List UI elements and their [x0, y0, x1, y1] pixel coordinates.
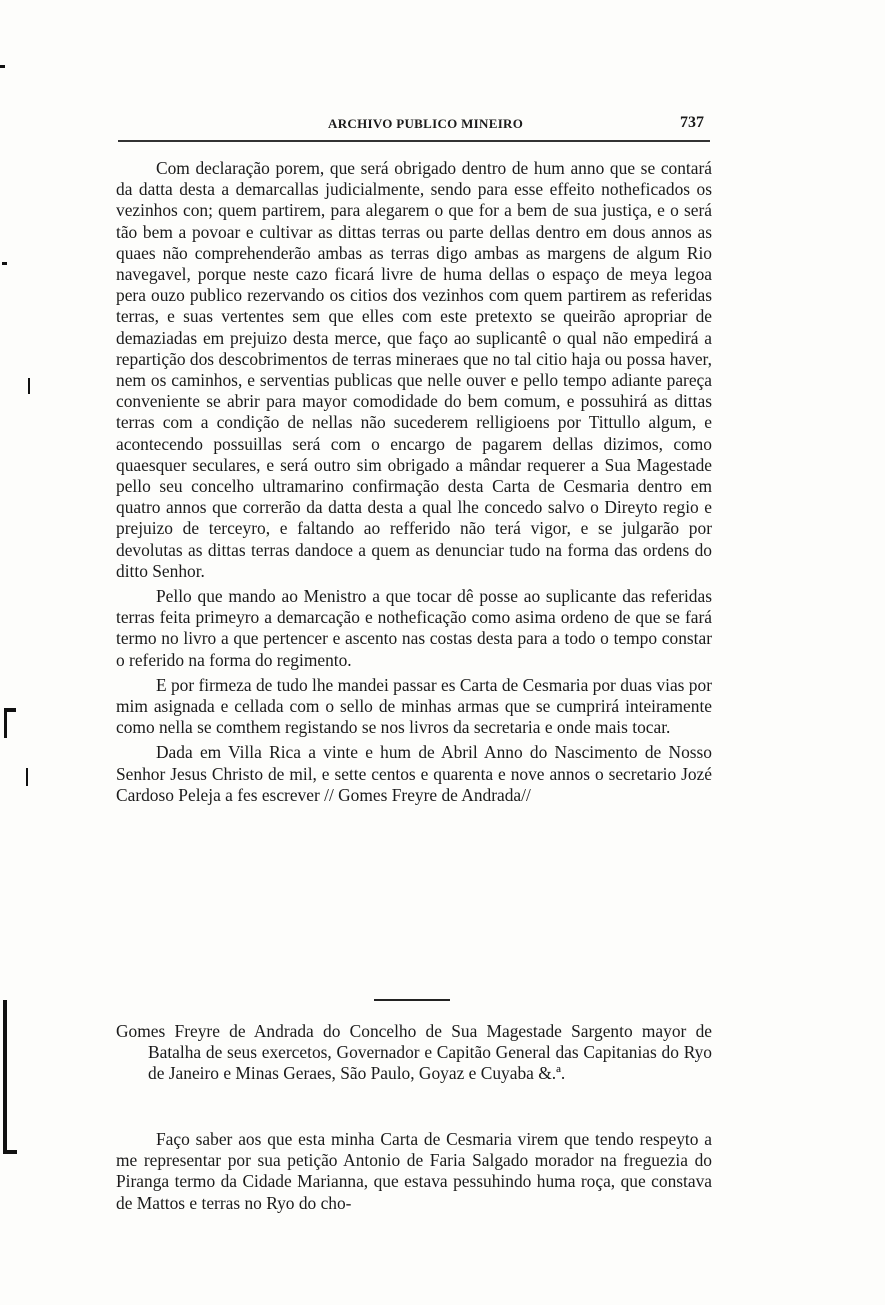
header-rule [118, 140, 710, 142]
page-header [118, 116, 710, 138]
margin-mark [3, 1150, 17, 1154]
margin-mark [28, 378, 30, 394]
document-title-block: Gomes Freyre de Andrada do Concelho de Sua Magestade Sargento mayor de Batalha de seus exercetos, Governador e Capitão General das Capitanias do Ryo de Janeiro e Minas Geraes, São Paulo, Goyaz e Cuyaba &.ª. [116, 1021, 712, 1084]
margin-mark [0, 65, 5, 68]
margin-mark [2, 262, 7, 265]
paragraph: Pello que mando ao Menistro a que tocar dê posse ao suplicante das referidas terras feita primeyro a demarcação e notheficação como asima ordeno de que se fará termo no livro a que pertencer e ascento nas costas desta para a todo o tempo constar o referido na forma do regimento. [116, 586, 712, 670]
margin-mark [26, 768, 28, 786]
paragraph: E por firmeza de tudo lhe mandei passar es Carta de Cesmaria por duas vias por mim asignada e cellada com o sello de minhas armas que se cumprirá inteiramente como nella se comthem registando se nos livros da secretaria e onde mais tocar. [116, 674, 712, 738]
margin-mark [6, 708, 16, 712]
margin-mark [3, 1000, 7, 1150]
paragraph: Faço saber aos que esta minha Carta de Cesmaria virem que tendo respeyto a me representar por sua petição Antonio de Faria Salgado morador na freguezia do Piranga termo da Cidade Marianna, que estava pessuhindo huma roça, que constava de Mattos e terras no Ryo do cho- [116, 1129, 712, 1213]
margin-mark [4, 708, 7, 738]
paragraph: Com declaração porem, que será obrigado dentro de hum anno que se contará da datta desta a demarcallas judicialmente, sendo para esse effeito notheficados os vezinhos con; quem partirem, para alegarem o que for a bem de sua justiça, e o será tão bem a povoar e cultivar as dittas terras ou parte dellas dentro em dous annos as quaes não comprehenderão ambas as terras digo ambas as margens de algum Rio navegavel, porque neste cazo ficará livre de huma dellas o espaço de meya legoa pera ouzo publico rezervando os citios dos vezinhos com quem partirem as referidas terras, e suas vertentes sem que elles com este pretexto se queirão apropriar de demaziadas em prejuizo desta merce, que faço ao suplicantê o qual não empedirá a repartição dos descobrimentos de terras mineraes que no tal citio haja ou possa haver, nem os caminhos, e serventias publicas que nelle ouver e pello tempo adiante pareça conveniente se abrir para mayor comodidade do bem comum, e possuhirá as dittas terras com a condição de nellas não sucederem relligioens por Tittullo algum, e acontecendo possuillas será com o encargo de pagarem dellas dizimos, como quaesquer seculares, e será outro sim obrigado a mândar requerer a Sua Magestade pello seu concelho ultramarino confirmação desta Carta de Cesmaria dentro em quatro annos que correrão da datta desta a qual lhe concedo salvo o Direyto regio e prejuizo de terceyro, e faltando ao refferido não terá vigor, e se julgarão por devolutas as dittas terras dandoce a quem as denunciar tudo na forma das ordens do ditto Senhor. [116, 158, 712, 581]
paragraph: Dada em Villa Rica a vinte e hum de Abril Anno do Nascimento de Nosso Senhor Jesus Christo de mil, e sette centos e quarenta e nove annos o secretario Jozé Cardoso Peleja a fes escrever // Gomes Freyre de Andrada// [116, 742, 712, 805]
page-number: 737 [680, 114, 704, 131]
running-title: ARCHIVO PUBLICO MINEIRO [328, 116, 524, 131]
body-text-continued [116, 1129, 712, 1218]
section-divider [374, 999, 450, 1001]
body-text [116, 158, 712, 810]
